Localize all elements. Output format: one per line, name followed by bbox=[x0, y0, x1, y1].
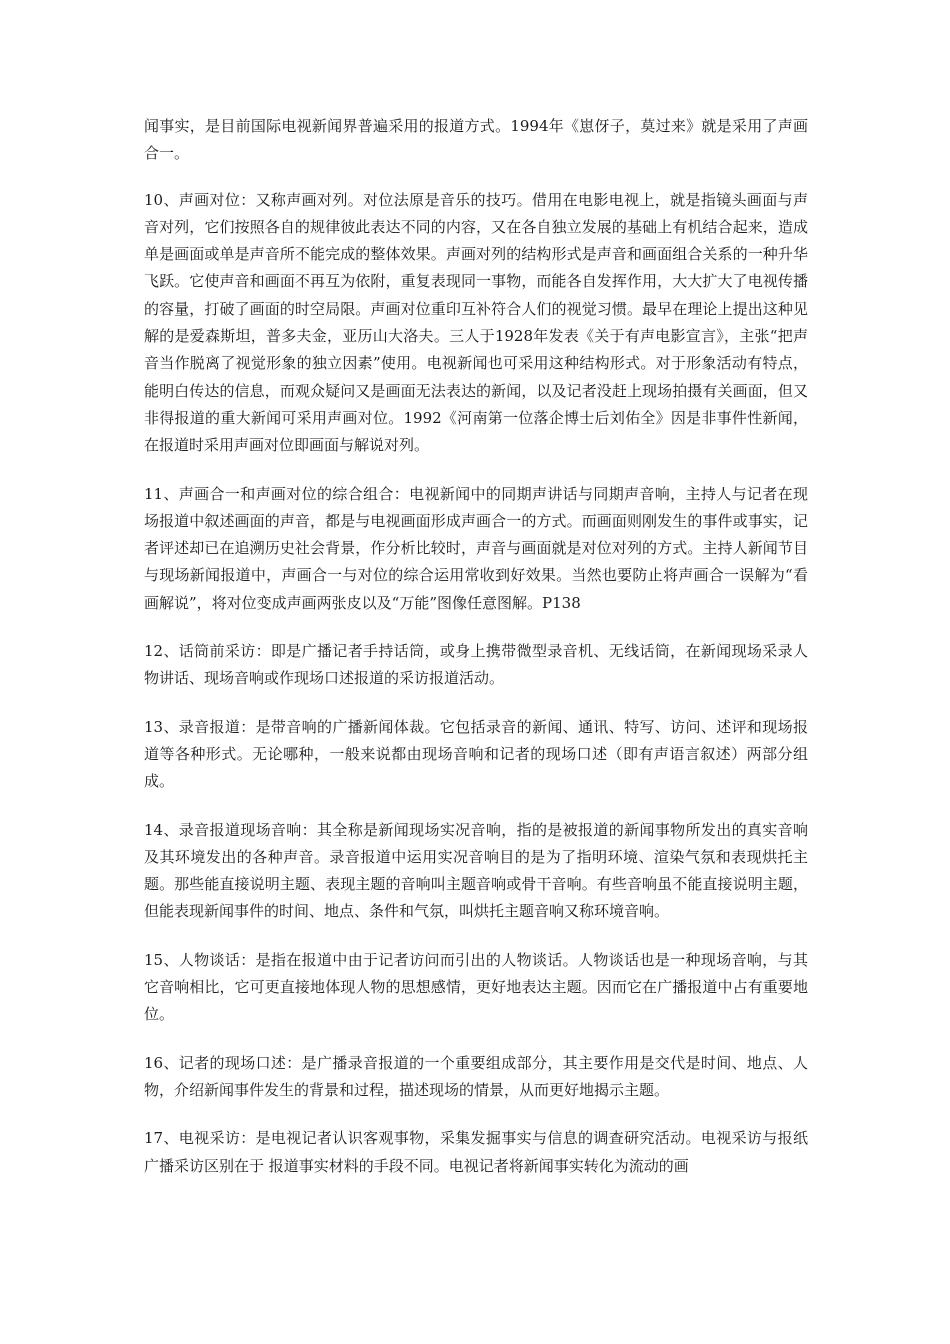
paragraph-item-11: 11、声画合一和声画对位的综合组合：电视新闻中的同期声讲话与同期声音响，主持人与记者在现场报道中叙述画面的声音，都是与电视画面形成声画合一的方式。而画面则刚发生的事件或事实，记者评述却已在追溯历史社会背景，作分析比较时，声音与画面就是对位对列的方式。主持人新闻节目与现场新闻报道中，声画合一与对位的综合运用常收到好效果。当然也要防止将声画合一误解为“看画解说”，将对位变成声画两张皮以及“万能”图像任意图解。P138 bbox=[144, 484, 808, 612]
paragraph-item-12: 12、话筒前采访：即是广播记者手持话筒，或身上携带微型录音机、无线话筒，在新闻现场采录人物讲话、现场音响或作现场口述报道的采访报道活动。 bbox=[144, 642, 808, 688]
paragraph-item-14: 14、录音报道现场音响：其全称是新闻现场实况音响，指的是被报道的新闻事物所发出的真实音响及其环境发出的各种声音。录音报道中运用实况音响目的是为了指明环境、渲染气氛和表现烘托主题。那些能直接说明主题、表现主题的音响叫主题音响或骨干音响。有些音响虽不能直接说明主题，但能表现新闻事件的时间、地点、条件和气氛，叫烘托主题音响又称环境音响。 bbox=[144, 820, 808, 921]
paragraph-item-15: 15、人物谈话：是指在报道中由于记者访问而引出的人物谈话。人物谈话也是一种现场音响，与其它音响相比，它可更直接地体现人物的思想感情，更好地表达主题。因而它在广播报道中占有重要地位。 bbox=[144, 950, 808, 1024]
paragraph-item-13: 13、录音报道：是带音响的广播新闻体裁。它包括录音的新闻、通讯、特写、访问、述评和现场报道等各种形式。无论哪种，一般来说都由现场音响和记者的现场口述（即有声语言叙述）两部分组成。 bbox=[144, 717, 808, 791]
paragraph-item-16: 16、记者的现场口述：是广播录音报道的一个重要组成部分，其主要作用是交代是时间、地点、人物，介绍新闻事件发生的背景和过程，描述现场的情景，从而更好地揭示主题。 bbox=[144, 1053, 808, 1099]
paragraph-item-17: 17、电视采访：是电视记者认识客观事物，采集发掘事实与信息的调查研究活动。电视采访与报纸广播采访区别在于 报道事实材料的手段不同。电视记者将新闻事实转化为流动的画 bbox=[144, 1129, 808, 1175]
document-body bbox=[144, 113, 808, 1201]
paragraph-continuation: 闻事实，是目前国际电视新闻界普遍采用的报道方式。1994年《崽伢子，莫过来》就是采用了声画合一。 bbox=[144, 117, 808, 163]
paragraph-item-10: 10、声画对位：又称声画对列。对位法原是音乐的技巧。借用在电影电视上，就是指镜头画面与声音对列，它们按照各自的规律彼此表达不同的内容，又在各自独立发展的基础上有机结合起来，造成单是画面或单是声音所不能完成的整体效果。声画对列的结构形式是声音和画面组合关系的一种升华飞跃。它使声音和画面不再互为依附，重复表现同一事物，而能各自发挥作用，大大扩大了电视传播的容量，打破了画面的时空局限。声画对位重印互补符合人们的视觉习惯。最早在理论上提出这种见解的是爱森斯坦，普多夫金，亚历山大洛夫。三人于1928年发表《关于有声电影宣言》，主张“把声音当作脱离了视觉形象的独立因素”使用。电视新闻也可采用这种结构形式。对于形象活动有特点，能明白传达的信息，而观众疑问又是画面无法表达的新闻，以及记者没赶上现场拍摄有关画面，但又非得报道的重大新闻可采用声画对位。1992《河南第一位落企博士后刘佑全》因是非事件性新闻，在报道时采用声画对位即画面与解说对列。 bbox=[144, 190, 808, 455]
